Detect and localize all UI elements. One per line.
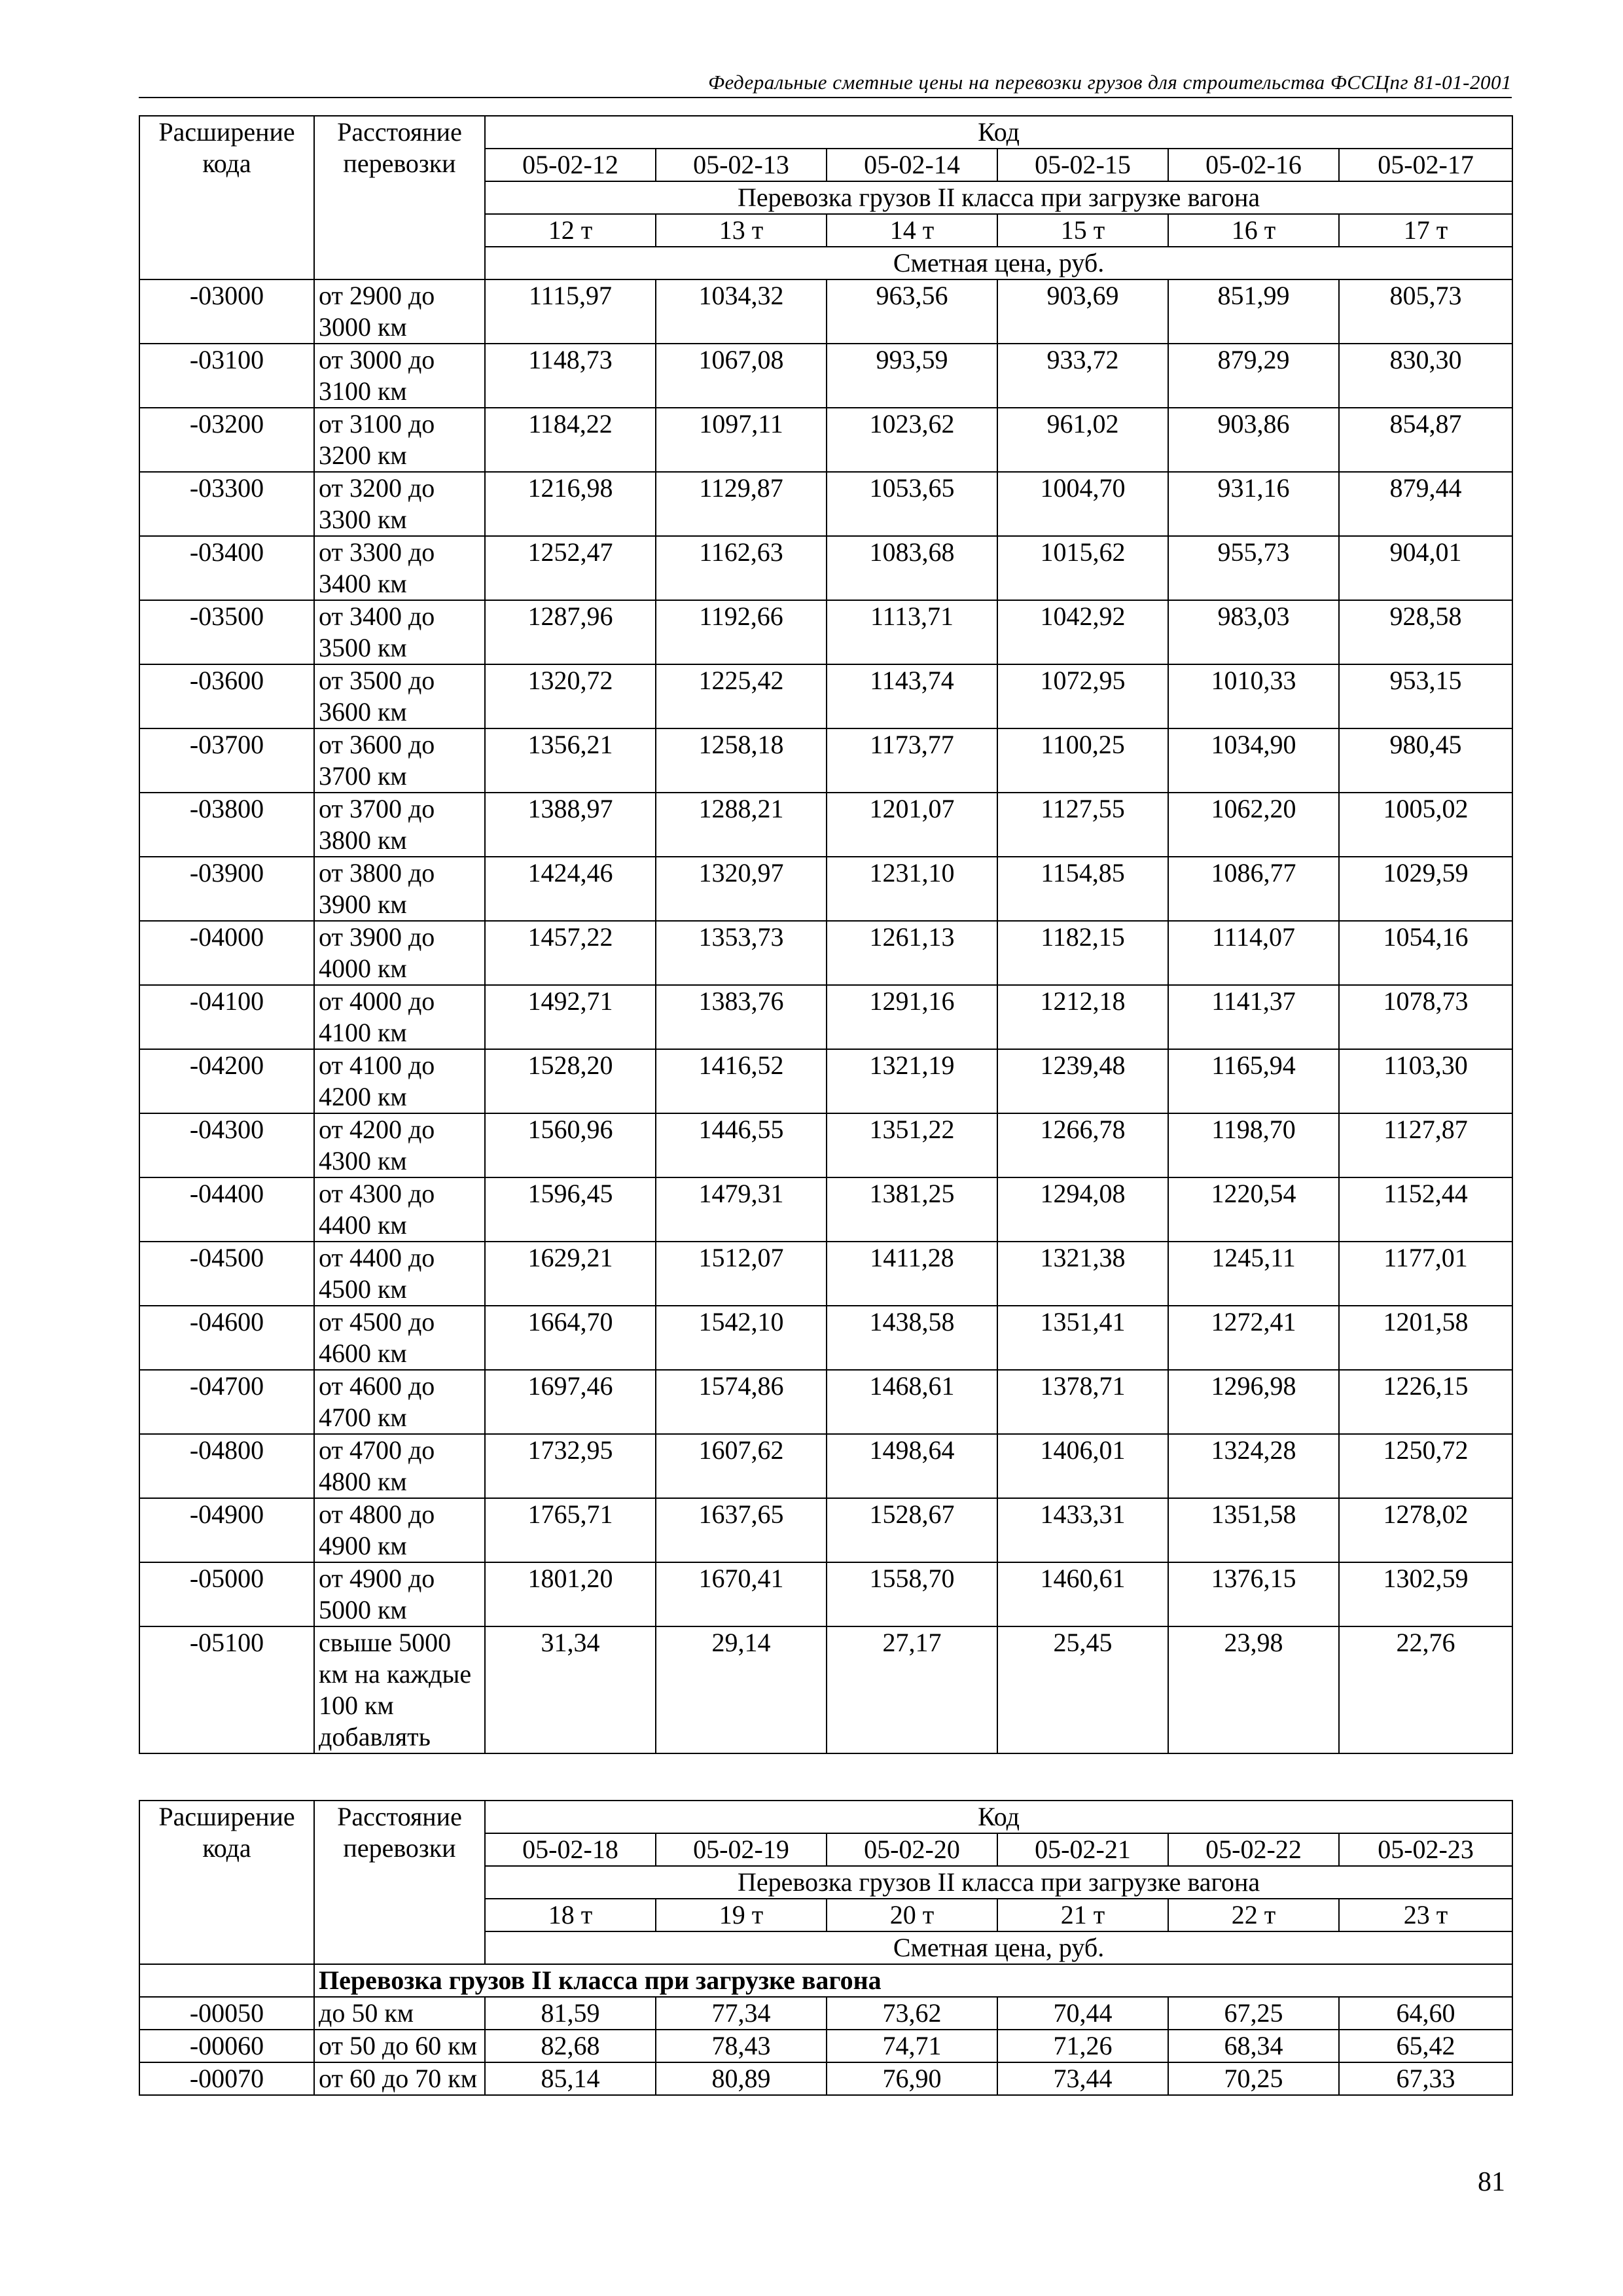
load-group-header: Перевозка грузов II класса при загрузке вагона xyxy=(485,1866,1512,1899)
price-cell: 1113,71 xyxy=(827,600,997,664)
price-cell: 1004,70 xyxy=(997,472,1168,536)
distance-cell: от 4600 до 4700 км xyxy=(314,1370,485,1434)
price-cell: 65,42 xyxy=(1339,2030,1512,2062)
price-cell: 1596,45 xyxy=(485,1177,656,1242)
table-row xyxy=(139,985,1512,1049)
code-extension-cell: -03800 xyxy=(139,793,314,857)
price-cell: 1252,47 xyxy=(485,536,656,600)
load-header: 18 т xyxy=(485,1899,656,1931)
price-cell: 1321,19 xyxy=(827,1049,997,1113)
code-header: 05-02-18 xyxy=(485,1833,656,1866)
table-row xyxy=(139,793,1512,857)
price-cell: 903,69 xyxy=(997,279,1168,344)
price-cell: 1320,72 xyxy=(485,664,656,728)
code-extension-cell: -04300 xyxy=(139,1113,314,1177)
price-cell: 1177,01 xyxy=(1339,1242,1512,1306)
table-row xyxy=(139,1997,1512,2030)
price-cell: 1353,73 xyxy=(656,921,827,985)
code-extension-cell: -04400 xyxy=(139,1177,314,1242)
price-cell: 74,71 xyxy=(827,2030,997,2062)
load-header: 17 т xyxy=(1339,214,1512,247)
column-header-code-extension: Расширение кода xyxy=(139,1801,314,1964)
price-cell: 1034,32 xyxy=(656,279,827,344)
price-cell: 1201,58 xyxy=(1339,1306,1512,1370)
table-row xyxy=(139,2030,1512,2062)
price-cell: 1356,21 xyxy=(485,728,656,793)
price-cell: 1192,66 xyxy=(656,600,827,664)
price-unit-header: Сметная цена, руб. xyxy=(485,1931,1512,1964)
price-cell: 82,68 xyxy=(485,2030,656,2062)
price-cell: 67,25 xyxy=(1168,1997,1339,2030)
price-cell: 1558,70 xyxy=(827,1562,997,1626)
price-table-2 xyxy=(139,1800,1513,2096)
price-cell: 1479,31 xyxy=(656,1177,827,1242)
price-cell: 1574,86 xyxy=(656,1370,827,1434)
price-cell: 1212,18 xyxy=(997,985,1168,1049)
price-cell: 1560,96 xyxy=(485,1113,656,1177)
distance-cell: от 3500 до 3600 км xyxy=(314,664,485,728)
price-cell: 1278,02 xyxy=(1339,1498,1512,1562)
load-header: 15 т xyxy=(997,214,1168,247)
price-cell: 1351,58 xyxy=(1168,1498,1339,1562)
price-cell: 1528,67 xyxy=(827,1498,997,1562)
price-cell: 1034,90 xyxy=(1168,728,1339,793)
price-cell: 1114,07 xyxy=(1168,921,1339,985)
distance-cell: от 4100 до 4200 км xyxy=(314,1049,485,1113)
price-cell: 1162,63 xyxy=(656,536,827,600)
price-cell: 1376,15 xyxy=(1168,1562,1339,1626)
price-cell: 78,43 xyxy=(656,2030,827,2062)
price-cell: 1239,48 xyxy=(997,1049,1168,1113)
column-header-distance: Расстояние перевозки xyxy=(314,116,485,279)
price-cell: 71,26 xyxy=(997,2030,1168,2062)
price-cell: 1067,08 xyxy=(656,344,827,408)
price-cell: 903,86 xyxy=(1168,408,1339,472)
price-cell: 879,44 xyxy=(1339,472,1512,536)
distance-cell: от 2900 до 3000 км xyxy=(314,279,485,344)
code-extension-cell: -03400 xyxy=(139,536,314,600)
price-cell: 1765,71 xyxy=(485,1498,656,1562)
price-cell: 1424,46 xyxy=(485,857,656,921)
price-cell: 23,98 xyxy=(1168,1626,1339,1753)
table-row xyxy=(139,1626,1512,1753)
table-row xyxy=(139,536,1512,600)
price-cell: 854,87 xyxy=(1339,408,1512,472)
price-cell: 1054,16 xyxy=(1339,921,1512,985)
price-cell: 1053,65 xyxy=(827,472,997,536)
price-cell: 1245,11 xyxy=(1168,1242,1339,1306)
table-body xyxy=(139,1964,1512,2095)
price-table-1 xyxy=(139,115,1513,1754)
distance-cell: свыше 5000 км на каждые 100 км добавлять xyxy=(314,1626,485,1753)
price-cell: 1416,52 xyxy=(656,1049,827,1113)
price-cell: 1670,41 xyxy=(656,1562,827,1626)
price-cell: 1294,08 xyxy=(997,1177,1168,1242)
price-cell: 1129,87 xyxy=(656,472,827,536)
code-group-header: Код xyxy=(485,116,1512,149)
price-cell: 76,90 xyxy=(827,2062,997,2095)
price-cell: 1637,65 xyxy=(656,1498,827,1562)
price-cell: 1173,77 xyxy=(827,728,997,793)
code-header: 05-02-23 xyxy=(1339,1833,1512,1866)
price-cell: 1143,74 xyxy=(827,664,997,728)
price-cell: 29,14 xyxy=(656,1626,827,1753)
code-extension-cell: -00050 xyxy=(139,1997,314,2030)
price-cell: 1542,10 xyxy=(656,1306,827,1370)
price-cell: 928,58 xyxy=(1339,600,1512,664)
distance-cell: от 4300 до 4400 км xyxy=(314,1177,485,1242)
price-cell: 1023,62 xyxy=(827,408,997,472)
price-cell: 1148,73 xyxy=(485,344,656,408)
price-cell: 1460,61 xyxy=(997,1562,1168,1626)
price-cell: 830,30 xyxy=(1339,344,1512,408)
code-extension-cell: -00060 xyxy=(139,2030,314,2062)
code-extension-cell: -04500 xyxy=(139,1242,314,1306)
distance-cell: от 4400 до 4500 км xyxy=(314,1242,485,1306)
table-row xyxy=(139,1370,1512,1434)
code-header: 05-02-12 xyxy=(485,149,656,181)
price-cell: 73,62 xyxy=(827,1997,997,2030)
code-extension-cell: -04800 xyxy=(139,1434,314,1498)
price-cell: 1288,21 xyxy=(656,793,827,857)
price-cell: 1433,31 xyxy=(997,1498,1168,1562)
load-header: 12 т xyxy=(485,214,656,247)
price-cell: 64,60 xyxy=(1339,1997,1512,2030)
price-cell: 1321,38 xyxy=(997,1242,1168,1306)
price-cell: 1287,96 xyxy=(485,600,656,664)
price-cell: 904,01 xyxy=(1339,536,1512,600)
price-cell: 1184,22 xyxy=(485,408,656,472)
price-cell: 1261,13 xyxy=(827,921,997,985)
price-cell: 1165,94 xyxy=(1168,1049,1339,1113)
price-cell: 1512,07 xyxy=(656,1242,827,1306)
price-cell: 1225,42 xyxy=(656,664,827,728)
price-cell: 805,73 xyxy=(1339,279,1512,344)
table-row xyxy=(139,1306,1512,1370)
price-cell: 81,59 xyxy=(485,1997,656,2030)
price-cell: 1383,76 xyxy=(656,985,827,1049)
distance-cell: от 4000 до 4100 км xyxy=(314,985,485,1049)
price-cell: 67,33 xyxy=(1339,2062,1512,2095)
price-cell: 1629,21 xyxy=(485,1242,656,1306)
price-cell: 1378,71 xyxy=(997,1370,1168,1434)
price-cell: 953,15 xyxy=(1339,664,1512,728)
price-cell: 1468,61 xyxy=(827,1370,997,1434)
code-header: 05-02-20 xyxy=(827,1833,997,1866)
table-row xyxy=(139,1562,1512,1626)
price-cell: 1528,20 xyxy=(485,1049,656,1113)
load-header: 23 т xyxy=(1339,1899,1512,1931)
code-extension-cell: -04900 xyxy=(139,1498,314,1562)
table-row xyxy=(139,408,1512,472)
table-row xyxy=(139,1434,1512,1498)
price-cell: 1127,55 xyxy=(997,793,1168,857)
code-header: 05-02-16 xyxy=(1168,149,1339,181)
price-cell: 1154,85 xyxy=(997,857,1168,921)
price-cell: 1266,78 xyxy=(997,1113,1168,1177)
code-extension-cell: -00070 xyxy=(139,2062,314,2095)
distance-cell: от 3900 до 4000 км xyxy=(314,921,485,985)
price-cell: 1226,15 xyxy=(1339,1370,1512,1434)
distance-cell: от 4200 до 4300 км xyxy=(314,1113,485,1177)
code-extension-cell: -03500 xyxy=(139,600,314,664)
price-cell: 85,14 xyxy=(485,2062,656,2095)
code-extension-cell: -03300 xyxy=(139,472,314,536)
table-row xyxy=(139,1242,1512,1306)
price-cell: 1351,41 xyxy=(997,1306,1168,1370)
price-cell: 1381,25 xyxy=(827,1177,997,1242)
price-cell: 1320,97 xyxy=(656,857,827,921)
price-cell: 1296,98 xyxy=(1168,1370,1339,1434)
price-cell: 1664,70 xyxy=(485,1306,656,1370)
price-cell: 27,17 xyxy=(827,1626,997,1753)
price-cell: 1100,25 xyxy=(997,728,1168,793)
price-cell: 1198,70 xyxy=(1168,1113,1339,1177)
code-header: 05-02-17 xyxy=(1339,149,1512,181)
price-cell: 1438,58 xyxy=(827,1306,997,1370)
code-extension-cell: -04600 xyxy=(139,1306,314,1370)
price-cell: 1492,71 xyxy=(485,985,656,1049)
price-cell: 1406,01 xyxy=(997,1434,1168,1498)
price-cell: 993,59 xyxy=(827,344,997,408)
distance-cell: от 4500 до 4600 км xyxy=(314,1306,485,1370)
load-header: 21 т xyxy=(997,1899,1168,1931)
load-header: 14 т xyxy=(827,214,997,247)
price-cell: 963,56 xyxy=(827,279,997,344)
distance-cell: до 50 км xyxy=(314,1997,485,2030)
load-header: 13 т xyxy=(656,214,827,247)
table-row xyxy=(139,344,1512,408)
running-header: Федеральные сметные цены на перевозки грузов для строительства ФССЦпг 81-01-2001 xyxy=(139,71,1512,98)
code-group-header: Код xyxy=(485,1801,1512,1833)
code-extension-cell: -04700 xyxy=(139,1370,314,1434)
price-cell: 931,16 xyxy=(1168,472,1339,536)
table-row xyxy=(139,1113,1512,1177)
price-cell: 1498,64 xyxy=(827,1434,997,1498)
code-extension-cell: -03200 xyxy=(139,408,314,472)
load-header: 22 т xyxy=(1168,1899,1339,1931)
price-cell: 1097,11 xyxy=(656,408,827,472)
column-header-code-extension: Расширение кода xyxy=(139,116,314,279)
price-cell: 1216,98 xyxy=(485,472,656,536)
distance-cell: от 3700 до 3800 км xyxy=(314,793,485,857)
price-cell: 70,25 xyxy=(1168,2062,1339,2095)
price-cell: 1801,20 xyxy=(485,1562,656,1626)
price-cell: 25,45 xyxy=(997,1626,1168,1753)
price-cell: 1029,59 xyxy=(1339,857,1512,921)
price-cell: 1042,92 xyxy=(997,600,1168,664)
distance-cell: от 4900 до 5000 км xyxy=(314,1562,485,1626)
price-cell: 1127,87 xyxy=(1339,1113,1512,1177)
distance-cell: от 3200 до 3300 км xyxy=(314,472,485,536)
price-cell: 1351,22 xyxy=(827,1113,997,1177)
section-row xyxy=(139,1964,1512,1997)
price-cell: 1010,33 xyxy=(1168,664,1339,728)
price-cell: 1732,95 xyxy=(485,1434,656,1498)
price-cell: 980,45 xyxy=(1339,728,1512,793)
code-extension-cell: -05100 xyxy=(139,1626,314,1753)
load-header: 16 т xyxy=(1168,214,1339,247)
price-cell: 1201,07 xyxy=(827,793,997,857)
code-extension-cell: -04000 xyxy=(139,921,314,985)
price-cell: 1182,15 xyxy=(997,921,1168,985)
code-header: 05-02-13 xyxy=(656,149,827,181)
price-cell: 1005,02 xyxy=(1339,793,1512,857)
price-cell: 1072,95 xyxy=(997,664,1168,728)
price-cell: 1220,54 xyxy=(1168,1177,1339,1242)
price-unit-header: Сметная цена, руб. xyxy=(485,247,1512,279)
table-row xyxy=(139,921,1512,985)
price-cell: 1272,41 xyxy=(1168,1306,1339,1370)
table-row xyxy=(139,1498,1512,1562)
price-cell: 983,03 xyxy=(1168,600,1339,664)
table-row xyxy=(139,279,1512,344)
code-extension-cell: -04100 xyxy=(139,985,314,1049)
price-cell: 1697,46 xyxy=(485,1370,656,1434)
distance-cell: от 4800 до 4900 км xyxy=(314,1498,485,1562)
price-cell: 851,99 xyxy=(1168,279,1339,344)
price-cell: 22,76 xyxy=(1339,1626,1512,1753)
price-cell: 1086,77 xyxy=(1168,857,1339,921)
code-extension-cell: -03000 xyxy=(139,279,314,344)
distance-cell: от 3300 до 3400 км xyxy=(314,536,485,600)
price-cell: 1115,97 xyxy=(485,279,656,344)
price-cell: 1324,28 xyxy=(1168,1434,1339,1498)
distance-cell: от 3000 до 3100 км xyxy=(314,344,485,408)
code-extension-cell: -03100 xyxy=(139,344,314,408)
price-cell: 879,29 xyxy=(1168,344,1339,408)
code-extension-cell: -03600 xyxy=(139,664,314,728)
price-cell: 1258,18 xyxy=(656,728,827,793)
code-header: 05-02-22 xyxy=(1168,1833,1339,1866)
distance-cell: от 4700 до 4800 км xyxy=(314,1434,485,1498)
price-cell: 1607,62 xyxy=(656,1434,827,1498)
table-row xyxy=(139,472,1512,536)
table-row xyxy=(139,1177,1512,1242)
price-cell: 955,73 xyxy=(1168,536,1339,600)
table-row xyxy=(139,728,1512,793)
code-extension-cell: -04200 xyxy=(139,1049,314,1113)
load-header: 19 т xyxy=(656,1899,827,1931)
table-body xyxy=(139,279,1512,1753)
code-extension-cell: -03900 xyxy=(139,857,314,921)
distance-cell: от 3600 до 3700 км xyxy=(314,728,485,793)
table-row xyxy=(139,1049,1512,1113)
code-header: 05-02-15 xyxy=(997,149,1168,181)
price-cell: 1062,20 xyxy=(1168,793,1339,857)
price-cell: 1411,28 xyxy=(827,1242,997,1306)
price-cell: 1103,30 xyxy=(1339,1049,1512,1113)
price-cell: 1250,72 xyxy=(1339,1434,1512,1498)
table-row xyxy=(139,2062,1512,2095)
code-header: 05-02-19 xyxy=(656,1833,827,1866)
price-cell: 70,44 xyxy=(997,1997,1168,2030)
code-extension-cell: -03700 xyxy=(139,728,314,793)
code-extension-cell: -05000 xyxy=(139,1562,314,1626)
price-cell: 1446,55 xyxy=(656,1113,827,1177)
distance-cell: от 50 до 60 км xyxy=(314,2030,485,2062)
price-cell: 1083,68 xyxy=(827,536,997,600)
table-row xyxy=(139,600,1512,664)
column-header-distance: Расстояние перевозки xyxy=(314,1801,485,1964)
price-cell: 1388,97 xyxy=(485,793,656,857)
price-cell: 73,44 xyxy=(997,2062,1168,2095)
price-cell: 1231,10 xyxy=(827,857,997,921)
price-cell: 80,89 xyxy=(656,2062,827,2095)
price-cell: 31,34 xyxy=(485,1626,656,1753)
price-cell: 1078,73 xyxy=(1339,985,1512,1049)
price-cell: 77,34 xyxy=(656,1997,827,2030)
page-number: 81 xyxy=(1478,2167,1505,2197)
price-cell: 961,02 xyxy=(997,408,1168,472)
code-header: 05-02-14 xyxy=(827,149,997,181)
load-group-header: Перевозка грузов II класса при загрузке вагона xyxy=(485,181,1512,214)
table-row xyxy=(139,857,1512,921)
price-cell: 933,72 xyxy=(997,344,1168,408)
price-cell: 68,34 xyxy=(1168,2030,1339,2062)
distance-cell: от 60 до 70 км xyxy=(314,2062,485,2095)
load-header: 20 т xyxy=(827,1899,997,1931)
code-header: 05-02-21 xyxy=(997,1833,1168,1866)
price-cell: 1141,37 xyxy=(1168,985,1339,1049)
price-cell: 1152,44 xyxy=(1339,1177,1512,1242)
section-title: Перевозка грузов II класса при загрузке вагона xyxy=(314,1964,1512,1997)
price-cell: 1015,62 xyxy=(997,536,1168,600)
section-spacer-cell xyxy=(139,1964,314,1997)
table-row xyxy=(139,664,1512,728)
price-cell: 1457,22 xyxy=(485,921,656,985)
distance-cell: от 3400 до 3500 км xyxy=(314,600,485,664)
price-cell: 1291,16 xyxy=(827,985,997,1049)
distance-cell: от 3800 до 3900 км xyxy=(314,857,485,921)
distance-cell: от 3100 до 3200 км xyxy=(314,408,485,472)
price-cell: 1302,59 xyxy=(1339,1562,1512,1626)
